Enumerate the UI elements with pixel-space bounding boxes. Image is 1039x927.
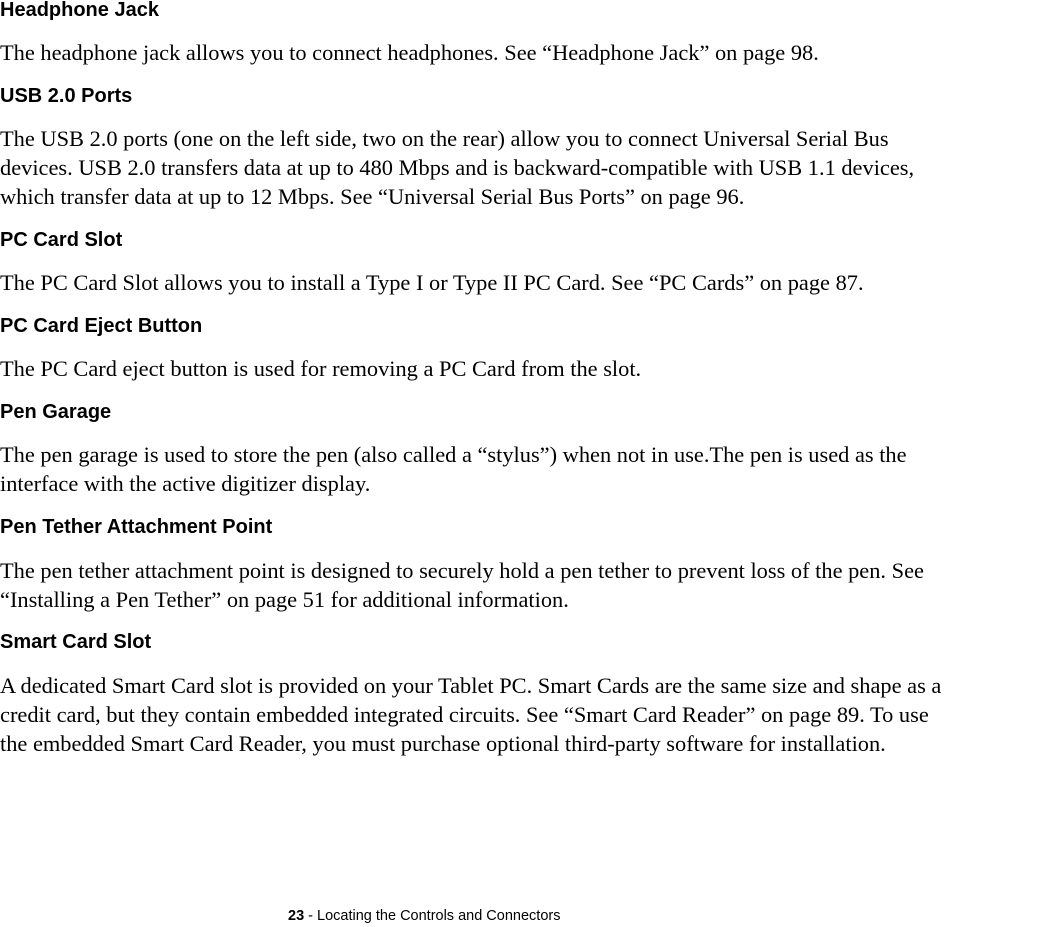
section-heading-pc-card-slot: PC Card Slot	[0, 229, 123, 251]
section-body-pc-card-slot	[0, 268, 1039, 297]
section-body-pen-garage	[0, 440, 1039, 498]
section-heading-smart-card-slot: Smart Card Slot	[0, 631, 152, 653]
page-footer	[288, 907, 560, 925]
section-heading-headphone-jack: Headphone Jack	[0, 0, 159, 21]
body-line: The headphone jack allows you to connect headphones. See “Headphone Jack” on page 98.	[0, 40, 819, 65]
body-line: “Installing a Pen Tether” on page 51 for additional information.	[0, 587, 569, 612]
section-body-usb-ports	[0, 124, 1039, 211]
section-heading-usb-ports: USB 2.0 Ports	[0, 85, 133, 107]
section-body-headphone-jack	[0, 38, 1039, 67]
page-number: 23	[288, 908, 305, 924]
body-line: The pen garage is used to store the pen (also called a “stylus”) when not in use.The pen is used as the	[0, 442, 907, 467]
body-line: the embedded Smart Card Reader, you must purchase optional third-party software for installation.	[0, 731, 886, 756]
body-line: which transfer data at up to 12 Mbps. See “Universal Serial Bus Ports” on page 96.	[0, 184, 745, 209]
body-line: devices. USB 2.0 transfers data at up to 480 Mbps and is backward-compatible with USB 1.1 devices,	[0, 155, 915, 180]
section-heading-pen-garage: Pen Garage	[0, 401, 112, 423]
section-body-pen-tether-attachment-point	[0, 556, 1039, 614]
chapter-title: Locating the Controls and Connectors	[317, 908, 561, 924]
footer-separator: -	[304, 908, 318, 924]
section-heading-pc-card-eject-button: PC Card Eject Button	[0, 315, 203, 337]
section-body-smart-card-slot	[0, 671, 1039, 758]
body-line: The PC Card Slot allows you to install a Type I or Type II PC Card. See “PC Cards” on page 87.	[0, 270, 864, 295]
section-heading-pen-tether-attachment-point: Pen Tether Attachment Point	[0, 516, 273, 538]
body-line: The USB 2.0 ports (one on the left side, two on the rear) allow you to connect Universal Serial Bus	[0, 126, 889, 151]
section-body-pc-card-eject-button	[0, 354, 1039, 383]
body-line: interface with the active digitizer display.	[0, 471, 371, 496]
body-line: credit card, but they contain embedded integrated circuits. See “Smart Card Reader” on page 89. To use	[0, 702, 929, 727]
body-line: The pen tether attachment point is designed to securely hold a pen tether to prevent loss of the pen. See	[0, 558, 924, 583]
body-line: A dedicated Smart Card slot is provided on your Tablet PC. Smart Cards are the same size and shape as a	[0, 673, 942, 698]
body-line: The PC Card eject button is used for removing a PC Card from the slot.	[0, 356, 642, 381]
